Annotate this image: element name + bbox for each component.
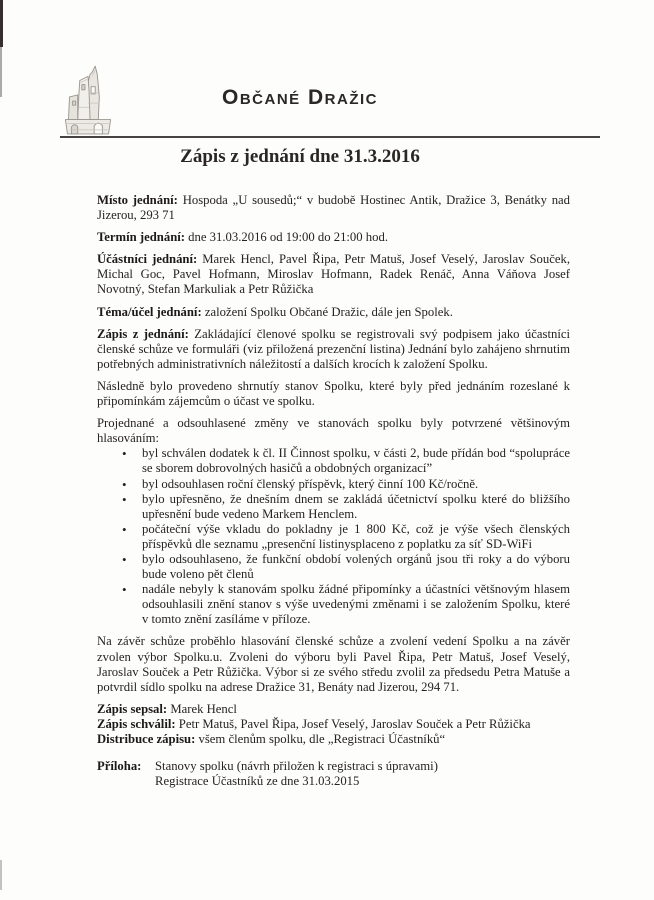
field-misto-label: Místo jednání:: [97, 193, 178, 207]
field-tema: [97, 305, 570, 320]
field-ucastnici: [97, 252, 570, 297]
line-schvalil-text: Petr Matuš, Pavel Řipa, Josef Veselý, Jaroslav Souček a Petr Růžička: [178, 716, 531, 731]
attachments-block: [97, 759, 570, 789]
approved-changes-list: [97, 446, 570, 627]
field-zapis-label: Zápis z jednání:: [97, 326, 189, 341]
paragraph-nasledne: Následně bylo provedeno shrnutíy stanov Spolku, které byly před jednáním rozeslané k připomínkám zájemcům o účast ve spolku.: [97, 378, 570, 409]
paragraph-zaver: Na závěr schůze proběhlo hlasování členské schůze a zvolení vedení Spolku a na závěr zvolen výbor Spolku.u. Zvoleni do výboru byli Pavel Řipa, Petr Matuš, Josef Veselý, Jaroslav Souček a Petr Růžička. Výbor si ze svého středu zvolil za předsedu Petra Matuše a potvrdil sídlo spolku na adrese Dražice 31, Benáty nad Jizerou, 294 71.: [97, 634, 570, 694]
bullet-item: • bylo upřesněno, že dnešním dnem se zakládá účetnictví spolku které do bližšího upřesnění bude vedeno Markem Henclem.: [97, 492, 570, 522]
org-name: Občané Dražic: [222, 86, 378, 109]
attachment-item: Registrace Účastníků ze dne 31.03.2015: [155, 774, 360, 789]
line-distribuce-label: Distribuce zápisu:: [97, 732, 196, 746]
field-termin-label: Termín jednání:: [97, 230, 185, 245]
field-misto-text: Hospoda „U sousedů;“ v budobě Hostinec Antik, Dražice 3, Benátky nad Jizerou, 293 71: [97, 193, 571, 223]
attachments-label: Příloha:: [97, 759, 142, 774]
signature-block: [97, 702, 570, 747]
paragraph-projednane: Projednané a odsouhlasené změny ve stanovách spolku byly potvrzené většinovým hlasováním:: [97, 416, 570, 446]
attachments-list: [155, 759, 438, 789]
document-title: Zápis z jednání dne 31.3.2016: [180, 146, 420, 167]
field-ucastnici-label: Účástníci jednání:: [97, 252, 198, 267]
field-tema-label: Téma/účel jednání:: [97, 304, 202, 319]
bullet-item: • počáteční výše vkladu do pokladny je 1 800 Kč, což je výše všech členských příspěvků dle seznamu „presenční listinysplaceno z poplatku za síť SD-WiFi: [97, 522, 570, 552]
field-zapis: [97, 327, 570, 372]
document-body: [97, 193, 570, 789]
field-zapis-text: Zakládající členové spolku se registrovali svý podpisem jako účastníci členské schůze ve formuláři (viz přiložená prezenční listina) Jednání bylo zahájeno shrnutim potřebných administrativních náležitostí a dalších krocích k založení Spolku.: [97, 326, 571, 371]
field-ucastnici-text: Marek Hencl, Pavel Řipa, Petr Matuš, Josef Veselý, Jaroslav Souček, Michal Goc, Pavel Hofmann, Miroslav Hofmann, Radek Renáč, Anna Váňova Josef Novotný, Stefan Markuliak a Petr Růžička: [97, 252, 570, 297]
field-tema-text: založení Spolku Občané Dražic, dále jen Spolek.: [204, 304, 453, 319]
line-schvalil: [97, 717, 570, 732]
line-sepsal: [97, 702, 570, 717]
line-distribuce-text: všem členům spolku, dle „Registraci Účastníků“: [198, 732, 446, 746]
line-sepsal-text: Marek Hencl: [170, 701, 237, 716]
field-misto: [97, 193, 570, 223]
bullet-item: • byl schválen dodatek k čl. II Činnost spolku, v části 2, bude přídán bod “spolupráce se sborem dobrovolných hasičů a obdobných organizací”: [97, 446, 570, 476]
bullet-item: • byl odsouhlasen roční členský příspěvk, který činní 100 Kč/ročně.: [97, 477, 570, 492]
bullet-item: • nadále nebyly k stanovám spolku žádné připomínky a účastníci většnovým hlasem odsouhlasili znění stanov s výše uvedenými změnami i se založením Spolku, které v tomto znění zasíláme v příloze.: [97, 582, 570, 627]
attachment-item: Stanovy spolku (návrh přiložen k registraci s úpravami): [155, 759, 438, 774]
line-sepsal-label: Zápis sepsal:: [97, 701, 168, 716]
field-termin: [97, 230, 570, 245]
scan-edge-artifact-top: [0, 0, 3, 47]
field-termin-text: dne 31.03.2016 od 19:00 do 21:00 hod.: [188, 230, 388, 245]
bullet-item: • bylo odsouhlaseno, že funkční období volených orgánů jsou tři roky a do výboru bude voleno pět členů: [97, 552, 570, 582]
line-distribuce: [97, 732, 570, 747]
header-divider: [60, 136, 600, 138]
scan-edge-artifact-bottom: [0, 860, 2, 890]
line-schvalil-label: Zápis schválil:: [97, 716, 176, 731]
